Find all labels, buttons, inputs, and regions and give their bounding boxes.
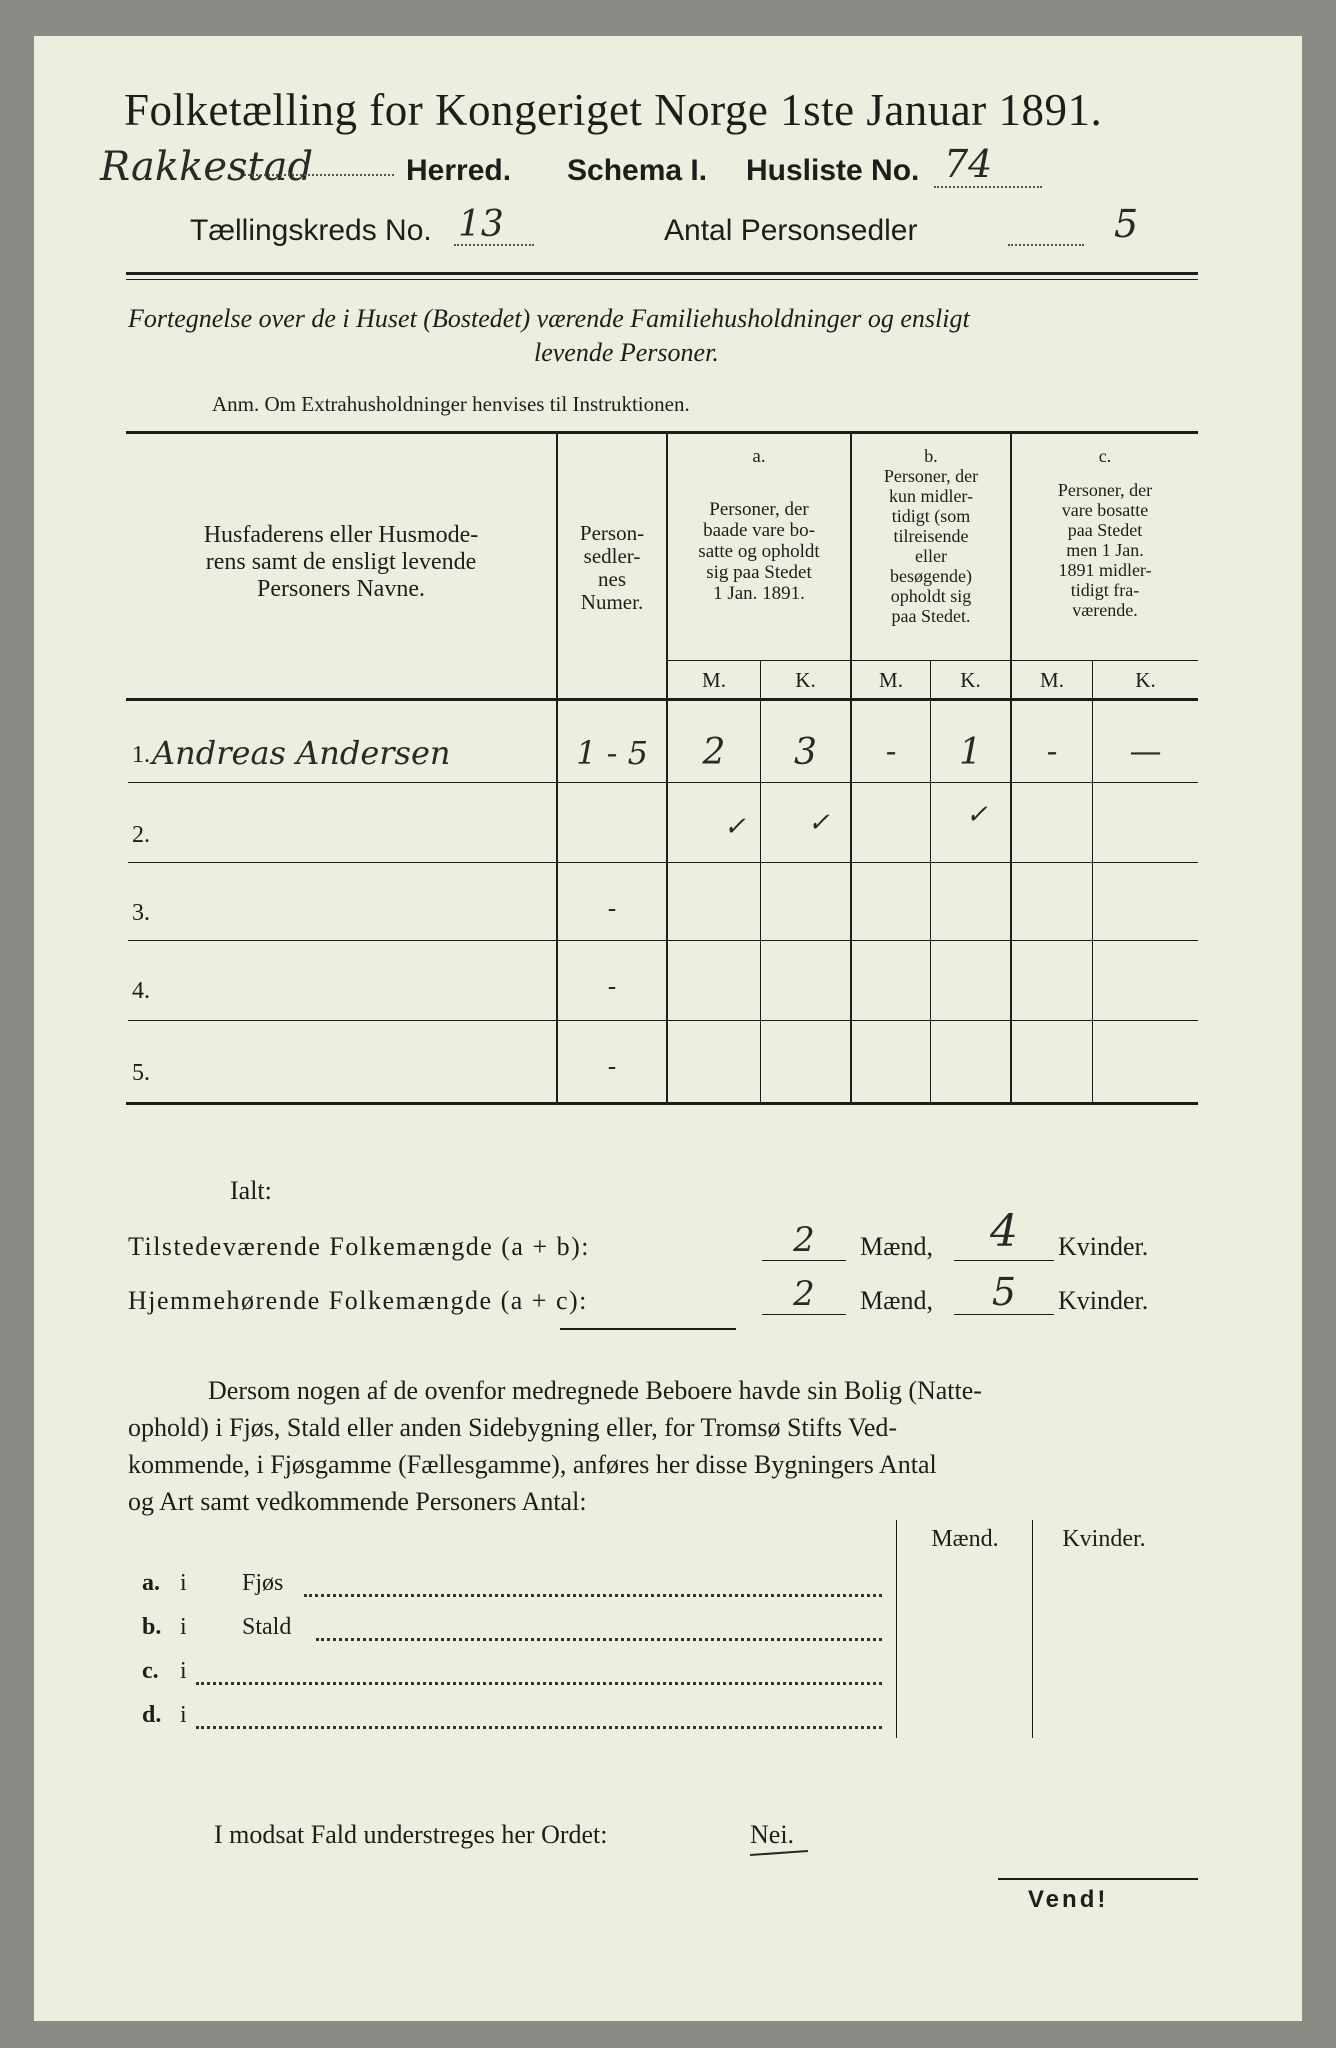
c-m-label: M.	[1040, 668, 1064, 692]
modsat-text: I modsat Fald understreges her Ordet:	[214, 1820, 608, 1849]
row-numer: -	[607, 972, 617, 1002]
row-number: 2.	[132, 822, 150, 848]
hjemme-maend: 2	[793, 1274, 815, 1314]
husliste-number: 74	[944, 142, 993, 186]
row-line-1	[128, 782, 1198, 783]
table-header-bottom-rule	[126, 698, 1198, 701]
row-name: Andreas Andersen	[152, 734, 451, 772]
herred-name: Rakkestad	[100, 144, 314, 190]
hjemme-maend-line	[762, 1314, 846, 1315]
table-top-rule	[126, 431, 1198, 434]
table-bottom-rule	[126, 1102, 1198, 1105]
row-line-3	[128, 940, 1198, 941]
tilstede-maend-line	[762, 1260, 846, 1261]
antal-dots	[1008, 244, 1084, 246]
vend-rule	[998, 1878, 1198, 1880]
header-rule-thin	[126, 279, 1198, 280]
buildings-col-divider-2	[1032, 1520, 1033, 1738]
table-row	[128, 784, 1198, 862]
table-row	[128, 1022, 1198, 1102]
header-rule-thick	[126, 272, 1198, 275]
census-form-sheet	[34, 36, 1302, 2021]
buildings-paragraph: Dersom nogen af de ovenfor medregnede Beboere havde sin Bolig (Natte- ophold) i Fjøs, Stald eller anden Sidebygning eller, for Tromsø Stifts Ved- kommende, i Fjøsgamme (Fællesgamme), anføres her disse Bygningers Antal og Art samt vedkommende Personers Antal:	[128, 1376, 982, 1516]
b-m-label: M.	[879, 668, 903, 692]
header-c-col: c. Personer, der vare bosatte paa Stedet men 1 Jan. 1891 midler- tidigt fra- værende.	[1057, 446, 1153, 620]
check-mark-icon: ✓	[966, 800, 988, 830]
header-a-col: a. Personer, der baade vare bo- satte og opholdt sig paa Stedet 1 Jan. 1891.	[698, 446, 820, 604]
row-b-k: 1	[959, 732, 982, 773]
tilstede-kvinder-line	[954, 1260, 1054, 1261]
tilstede-label: Tilstedeværende Folkemængde (a + b):	[128, 1232, 590, 1261]
husliste-dots	[934, 186, 1042, 188]
buildings-item: b. i Stald	[142, 1614, 882, 1650]
anm-note: Anm. Om Extrahusholdninger henvises til Instruktionen.	[212, 392, 690, 416]
row-number: 4.	[132, 978, 150, 1004]
row-number: 5.	[132, 1060, 150, 1086]
fill-dots	[316, 1638, 882, 1641]
table-row	[128, 702, 1198, 782]
buildings-kvinder-header: Kvinder.	[1062, 1526, 1146, 1552]
intro-line-2: levende Personer.	[534, 338, 719, 367]
header-name-col: Husfaderens eller Husmode- rens samt de ensligt levende Personers Navne.	[203, 522, 479, 602]
row-b-m: -	[885, 732, 897, 770]
herred-label: Herred.	[406, 154, 512, 187]
row-c-k: —	[1129, 732, 1162, 770]
vend-text: Vend!	[1028, 1886, 1109, 1913]
c-k-label: K.	[1135, 668, 1156, 692]
tilstede-kvinder: 4	[990, 1206, 1018, 1257]
taellingskreds-label: Tællingskreds No.	[190, 214, 432, 247]
buildings-maend-header: Mænd.	[931, 1526, 999, 1552]
a-k-label: K.	[795, 668, 816, 692]
buildings-item: d. i	[142, 1702, 882, 1738]
herred-dots	[244, 174, 394, 176]
tilstede-kvinder-word: Kvinder.	[1058, 1232, 1149, 1261]
taellingskreds-number: 13	[458, 204, 504, 245]
b-k-label: K.	[960, 668, 981, 692]
header-numer-col: Person- sedler- nes Numer.	[579, 521, 645, 614]
hjemme-maend-word: Mænd,	[860, 1286, 933, 1315]
hjemme-kvinder-word: Kvinder.	[1058, 1286, 1149, 1315]
table-row	[128, 864, 1198, 940]
buildings-item: a. i Fjøs	[142, 1570, 882, 1606]
husliste-label: Husliste No.	[746, 154, 920, 187]
tilstede-maend-word: Mænd,	[860, 1232, 933, 1261]
nei-word: Nei.	[750, 1820, 795, 1849]
row-line-4	[128, 1020, 1198, 1021]
antal-label: Antal Personsedler	[664, 214, 918, 247]
check-mark-icon: ✓	[808, 808, 830, 838]
row-numer: -	[607, 1052, 617, 1082]
schema-label: Schema I.	[567, 154, 708, 187]
intro-line-1: Fortegnelse over de i Huset (Bostedet) værende Familiehusholdninger og ensligt	[128, 304, 970, 333]
buildings-col-divider-1	[896, 1520, 897, 1738]
ialt-label: Ialt:	[230, 1176, 272, 1205]
fill-dots	[196, 1726, 882, 1729]
buildings-item: c. i	[142, 1658, 882, 1694]
form-title: Folketælling for Kongeriget Norge 1ste Januar 1891.	[124, 85, 1103, 135]
row-a-m: 2	[702, 732, 726, 773]
fill-dots	[196, 1682, 882, 1685]
row-numer: -	[607, 894, 617, 924]
tilstede-maend: 2	[793, 1220, 815, 1260]
row-numer: 1 - 5	[576, 734, 648, 772]
row-number: 3.	[132, 900, 150, 926]
hjemme-label: Hjemmehørende Folkemængde (a + c):	[128, 1286, 588, 1315]
mk-header-rule	[668, 660, 1198, 661]
row-line-2	[128, 862, 1198, 863]
row-c-m: -	[1046, 732, 1058, 770]
separator-short-rule	[560, 1328, 736, 1330]
row-number: 1.	[132, 742, 150, 768]
check-mark-icon: ✓	[724, 812, 746, 842]
table-row	[128, 942, 1198, 1020]
fill-dots	[304, 1594, 882, 1597]
hjemme-kvinder-line	[954, 1314, 1054, 1315]
nei-underline	[750, 1850, 808, 1856]
hjemme-kvinder: 5	[991, 1270, 1017, 1314]
header-b-col: b. Personer, der kun midler- tidigt (som tilreisende eller besøgende) opholdt sig paa Stedet.	[883, 446, 979, 626]
row-a-k: 3	[794, 732, 817, 773]
a-m-label: M.	[702, 668, 726, 692]
antal-value: 5	[1114, 202, 1139, 246]
taellingskreds-dots	[454, 244, 534, 246]
